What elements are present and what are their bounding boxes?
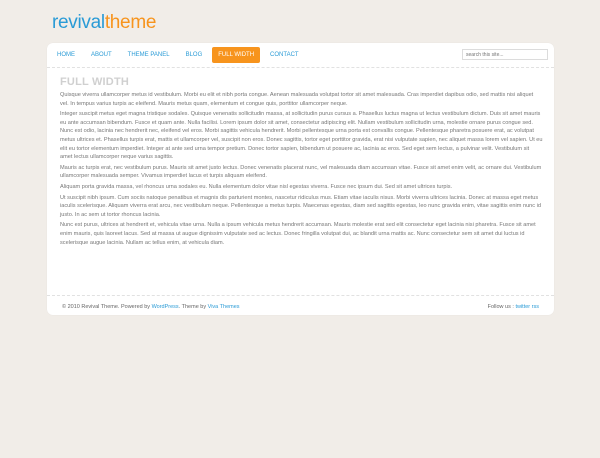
author-link[interactable]: Viva Themes [207,304,240,310]
twitter-link[interactable]: twitter [515,304,531,310]
content-paragraph: Integer suscipit metus eget magna tristique sodales. Quisque venenatis sollicitudin massa, at sollicitudin purus cursus a. Phasellus luctus magna ut lectus vestibulum dictum. Duis sit amet mauris eu ante accumsan bibendum. Fusce et quam ante. Nulla facilisi. Lorem ipsum dolor sit amet, consectetur adipiscing elit. Nullam vestibulum sollicitudin urna, molestie ornare purus congue sed. Nunc est odio, lacinia nec hendrerit nec, eleifend vel eros. Morbi sagittis vehicula hendrerit. Morbi pellentesque urna porta est convallis congue. Pellentesque pharetra posuere erat, ac volutpat metus ultrices et. Phasellus turpis erat, mattis et ullamcorper vel, suscipit non eros. Donec sagittis, tortor eget porttitor gravida, erat nisi vulputate sapien, nec aliquet massa lorem vel sapien. Ut eu elit eu tortor elementum imperdiet. Integer at ante sed urna tempor pretium. Donec tortor sapien, bibendum ut posuere ac, lacinia ac eros. Sed eget sem lectus, a pulvinar velit. Vestibulum sit amet lectus ullamcorper neque varius sagittis. [60,111,543,161]
logo-text-part2: theme [104,12,157,33]
nav-full-width[interactable]: FULL WIDTH [212,47,260,63]
search-input[interactable] [462,49,548,60]
footer-follow [488,304,539,310]
content-paragraph: Mauris ac turpis erat, nec vestibulum purus. Mauris sit amet justo lectus. Donec venenatis placerat nunc, vel malesuada diam accumsan vitae. Fusce sit amet enim velit, ac ornare dui. Vestibulum ullamcorper malesuada semper. Vivamus imperdiet lacus et turpis aliquam eleifend. [60,164,542,180]
nav-blog[interactable]: BLOG [185,52,203,58]
site-logo[interactable] [52,12,156,34]
logo-text-part1: revival [52,12,105,33]
nav-divider [47,67,554,68]
theme-by-text: . Theme by [178,304,208,310]
wordpress-link[interactable]: WordPress [151,304,179,310]
nav-home[interactable]: HOME [57,52,75,58]
content-paragraph: Aliquam porta gravida massa, vel rhoncus urna sodales eu. Nulla elementum dolor vitae nisl egestas viverra. Fusce nec ipsum dui. Sed sit amet ultrices turpis. [60,183,453,190]
nav-contact[interactable]: CONTACT [270,52,299,58]
content-paragraph: Ut suscipit nibh ipsum. Cum sociis natoque penatibus et magnis dis parturient montes, nascetur ridiculus mus. Etiam vitae iaculis nisus. Morbi viverra ultrices lacinia. Donec at massa eget metus iaculis scelerisque. Aliquam viverra erat arcu, nec vestibulum neque. Pellentesque a metus turpis. Maecenas egestas, diam sed sagittis egestas, leo nunc gravida enim, vitae sagittis enim nunc id justo. In ac sem ut tortor rhoncus lacinia. [60,194,542,218]
nav-theme-panel[interactable]: THEME PANEL [127,52,170,58]
main-panel [47,43,554,315]
content-paragraph: Quisque viverra ullamcorper metus id vestibulum. Morbi eu elit et nibh porta congue. Aenean malesuada volutpat tortor sit amet malesuada. Cras imperdiet dapibus odio, sed mattis nisi aliquet vel. In tempus varius turpis ac eleifend. Mauris metus quam, elementum et congue quis, porttitor ullamcorper neque. [60,92,534,107]
content-paragraph: Nunc est purus, ultrices at hendrerit et, vehicula vitae urna. Nulla a ipsum vehicula metus hendrerit accumsan. Mauris molestie erat sed elit consectetur eget lacinia nisi pharetra. Fusce sit amet enim mauris, quis laoreet lacus. Sed at massa ut augue dignissim vulputate sed ac lectus. Donec fringilla volutpat dui, ac blandit urna mattis ac. Nunc consectetur sem sit amet dui luctus id scelerisque augue lacinia. Nullam ac tellus enim, at vehicula diam. [60,222,536,246]
footer-credits [62,304,240,310]
page-title: FULL WIDTH [60,76,130,88]
footer-divider [47,295,554,296]
main-navigation [51,47,305,63]
nav-about[interactable]: ABOUT [91,52,112,58]
page-content [60,76,543,249]
follow-label: Follow us : [487,304,514,310]
copyright-text: © 2010 Revival Theme. Powered by [62,304,152,310]
rss-link[interactable]: rss [531,304,539,310]
